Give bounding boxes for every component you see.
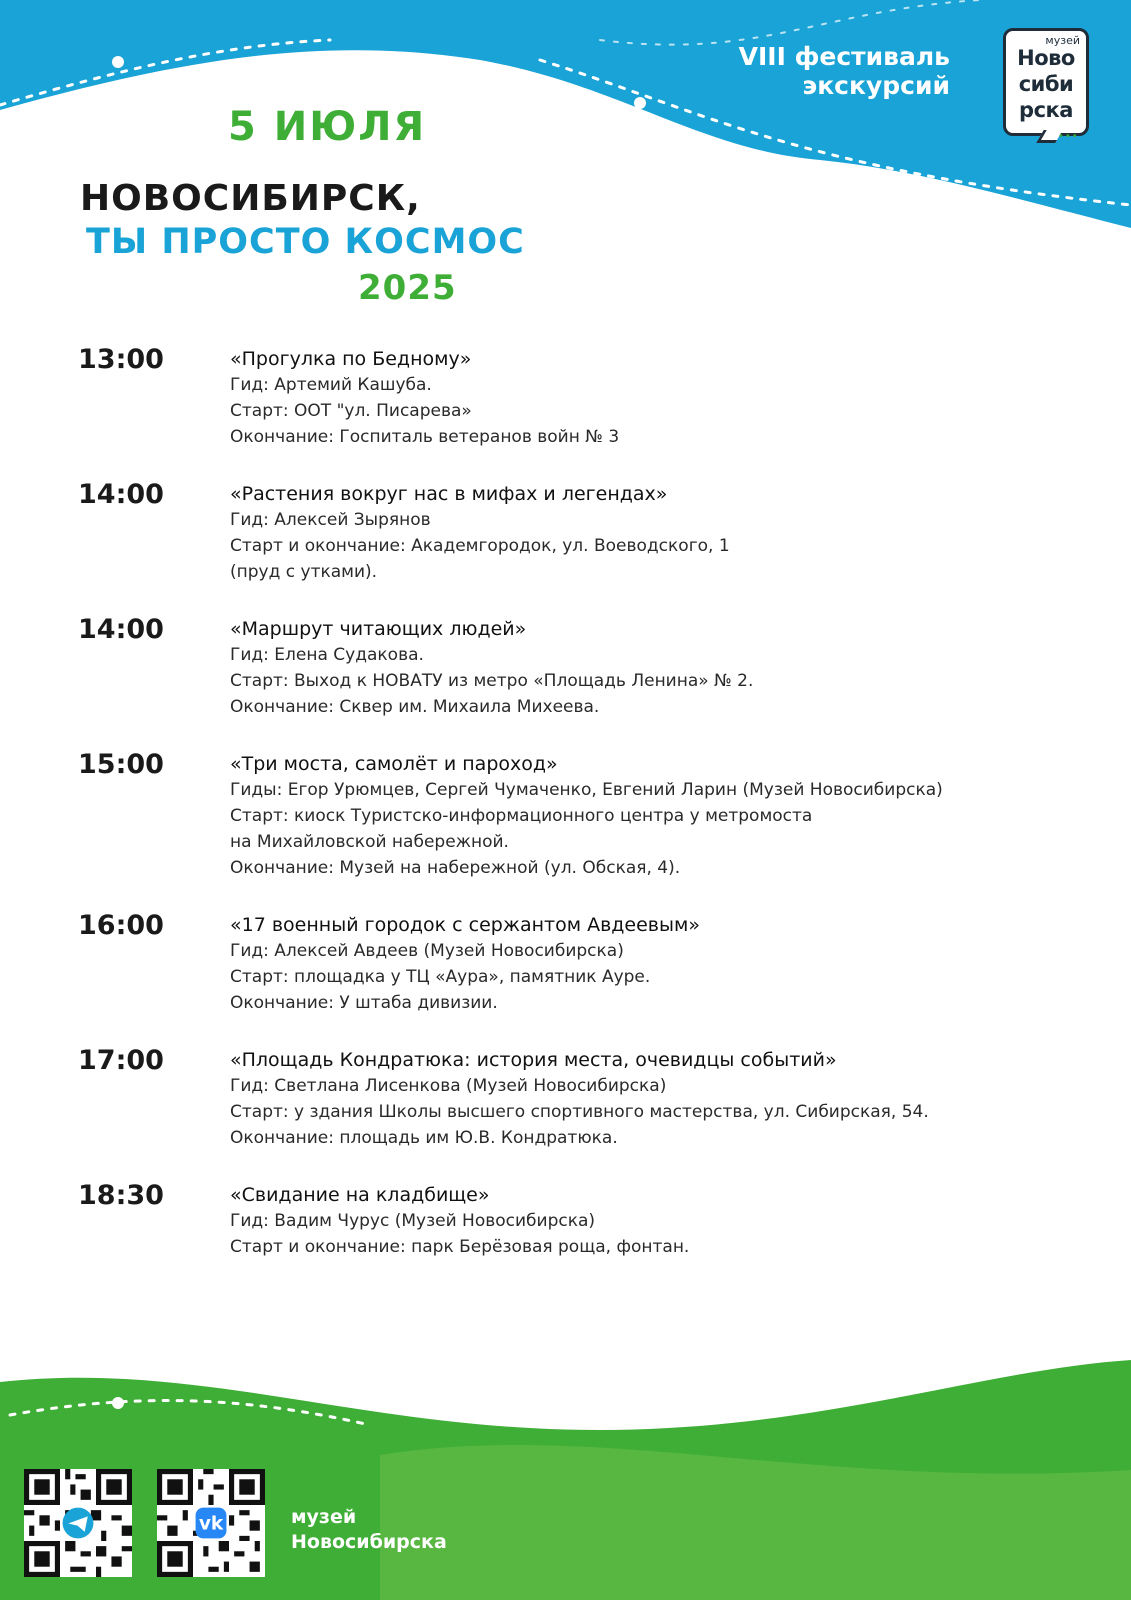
footer-line-2: Новосибирска [291, 1531, 447, 1553]
event-title: «Маршрут читающих людей» [230, 618, 527, 640]
logo-line-3: рска [1019, 98, 1073, 122]
event-detail: Гид: Алексей Зырянов [230, 510, 431, 530]
event-title: «Площадь Кондратюка: история места, очевидцы событий» [230, 1049, 837, 1071]
event-detail: Старт: киоск Туристско-информационного центра у метромоста [230, 806, 813, 826]
event-date: 5 ИЮЛЯ [228, 104, 427, 150]
museum-logo [1003, 28, 1089, 142]
event-title: «Растения вокруг нас в мифах и легендах» [230, 483, 668, 505]
poster-title-year: 2025 [358, 268, 457, 308]
event-title: «17 военный городок с сержантом Авдеевым» [230, 914, 700, 936]
event-info [230, 1047, 1110, 1151]
event-detail: Старт: площадка у ТЦ «Аура», памятник Ауре. [230, 967, 651, 987]
logo-line-2: сиби [1018, 72, 1074, 96]
festival-line-1: VIII фестиваль [738, 42, 950, 71]
event-detail: Старт: Выход к НОВАТУ из метро «Площадь Ленина» № 2. [230, 671, 754, 691]
event-info [230, 912, 1110, 1016]
event-detail: Гиды: Егор Урюмцев, Сергей Чумаченко, Евгений Ларин (Музей Новосибирска) [230, 780, 943, 800]
event-detail: Окончание: Сквер им. Михаила Михеева. [230, 697, 600, 717]
festival-title [700, 42, 950, 100]
event-detail: Окончание: Госпиталь ветеранов войн № 3 [230, 427, 620, 447]
event-detail: Старт и окончание: парк Берёзовая роща, фонтан. [230, 1237, 690, 1257]
event-time: 14:00 [78, 479, 164, 510]
event-detail: (пруд с утками). [230, 562, 378, 582]
poster-title-line-1: НОВОСИБИРСК, [80, 178, 421, 219]
poster-title-line-2: ТЫ ПРОСТО КОСМОС [86, 222, 525, 262]
event-time: 18:30 [78, 1180, 164, 1211]
event-time: 16:00 [78, 910, 164, 941]
event-time: 17:00 [78, 1045, 164, 1076]
event-detail: Окончание: У штаба дивизии. [230, 993, 498, 1013]
event-detail: Старт и окончание: Академгородок, ул. Воеводского, 1 [230, 536, 730, 556]
event-info [230, 751, 1110, 881]
event-title: «Три моста, самолёт и пароход» [230, 753, 558, 775]
event-detail: на Михайловской набережной. [230, 832, 509, 852]
event-detail: Гид: Светлана Лисенкова (Музей Новосибирска) [230, 1076, 667, 1096]
logo-main-text [1006, 45, 1086, 123]
event-detail: Окончание: Музей на набережной (ул. Обская, 4). [230, 858, 681, 878]
svg-text:vk: vk [198, 1513, 224, 1535]
logo-dots: ••• [1058, 131, 1079, 142]
event-detail: Гид: Артемий Кашуба. [230, 375, 432, 395]
event-detail: Старт: ООТ "ул. Писарева» [230, 401, 472, 421]
event-detail: Гид: Елена Судакова. [230, 645, 424, 665]
event-time: 14:00 [78, 614, 164, 645]
event-detail: Окончание: площадь им Ю.В. Кондратюка. [230, 1128, 618, 1148]
event-detail: Гид: Алексей Авдеев (Музей Новосибирска) [230, 941, 624, 961]
festival-line-2: экскурсий [802, 71, 950, 100]
event-info [230, 346, 1110, 450]
event-detail: Старт: у здания Школы высшего спортивного мастерства, ул. Сибирская, 54. [230, 1102, 929, 1122]
footer-museum-name [291, 1505, 447, 1555]
event-info [230, 481, 1110, 585]
event-info [230, 1182, 1110, 1260]
logo-small-text: музей [1045, 34, 1080, 47]
event-title: «Свидание на кладбище» [230, 1184, 490, 1206]
qr-code-vk[interactable] [157, 1469, 265, 1577]
event-time: 15:00 [78, 749, 164, 780]
event-detail: Гид: Вадим Чурус (Музей Новосибирска) [230, 1211, 596, 1231]
qr-code-telegram[interactable] [24, 1469, 132, 1577]
logo-line-1: Ново [1017, 46, 1075, 70]
event-time: 13:00 [78, 344, 164, 375]
footer-line-1: музей [291, 1506, 357, 1528]
event-title: «Прогулка по Бедному» [230, 348, 472, 370]
event-info [230, 616, 1110, 720]
